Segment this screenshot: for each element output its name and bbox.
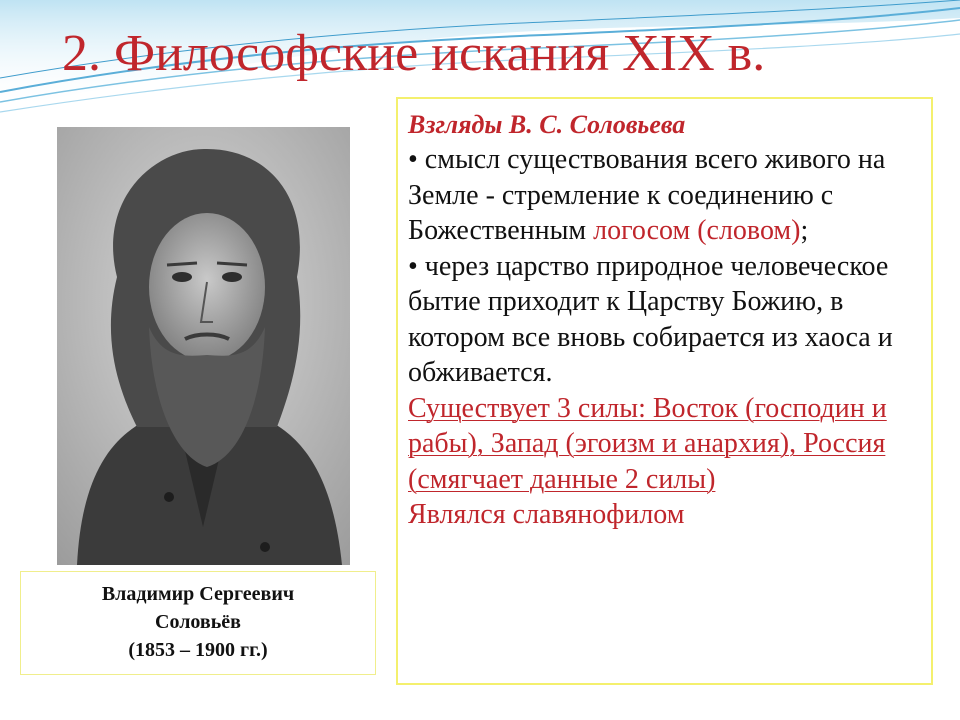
portrait-photo [57,127,350,565]
caption-surname-line: Соловьёв [155,611,241,633]
bullet1-end: ; [800,215,809,246]
bullet1-text: • смысл существования всего живого на Земле - стремление к соединению с Божественным [408,144,886,246]
bullet-meaning-of-existence [408,142,921,249]
slavophile-text: Являлся славянофилом [408,499,685,530]
portrait-caption [20,571,376,675]
caption-years-line: (1853 – 1900 гг.) [128,639,268,661]
views-heading: Взгляды В. С. Соловьева [408,110,686,139]
caption-name-line: Владимир Сергеевич [101,583,295,605]
slide-title: 2. Философские искания XIX в. [62,25,766,82]
logos-highlight: логосом (словом) [593,215,801,246]
views-text-box [396,97,933,685]
three-forces-text: Существует 3 силы: Восток (господин и рабы), Запад (эгоизм и анархия), Россия (смягчает данные 2 силы) [408,392,887,495]
bullet-kingdom-of-god: • через царство природное человеческое бытие приходит к Царству Божию, в котором все вновь собирается из хаоса и обживается. [408,250,893,388]
portrait-illustration [57,127,350,565]
